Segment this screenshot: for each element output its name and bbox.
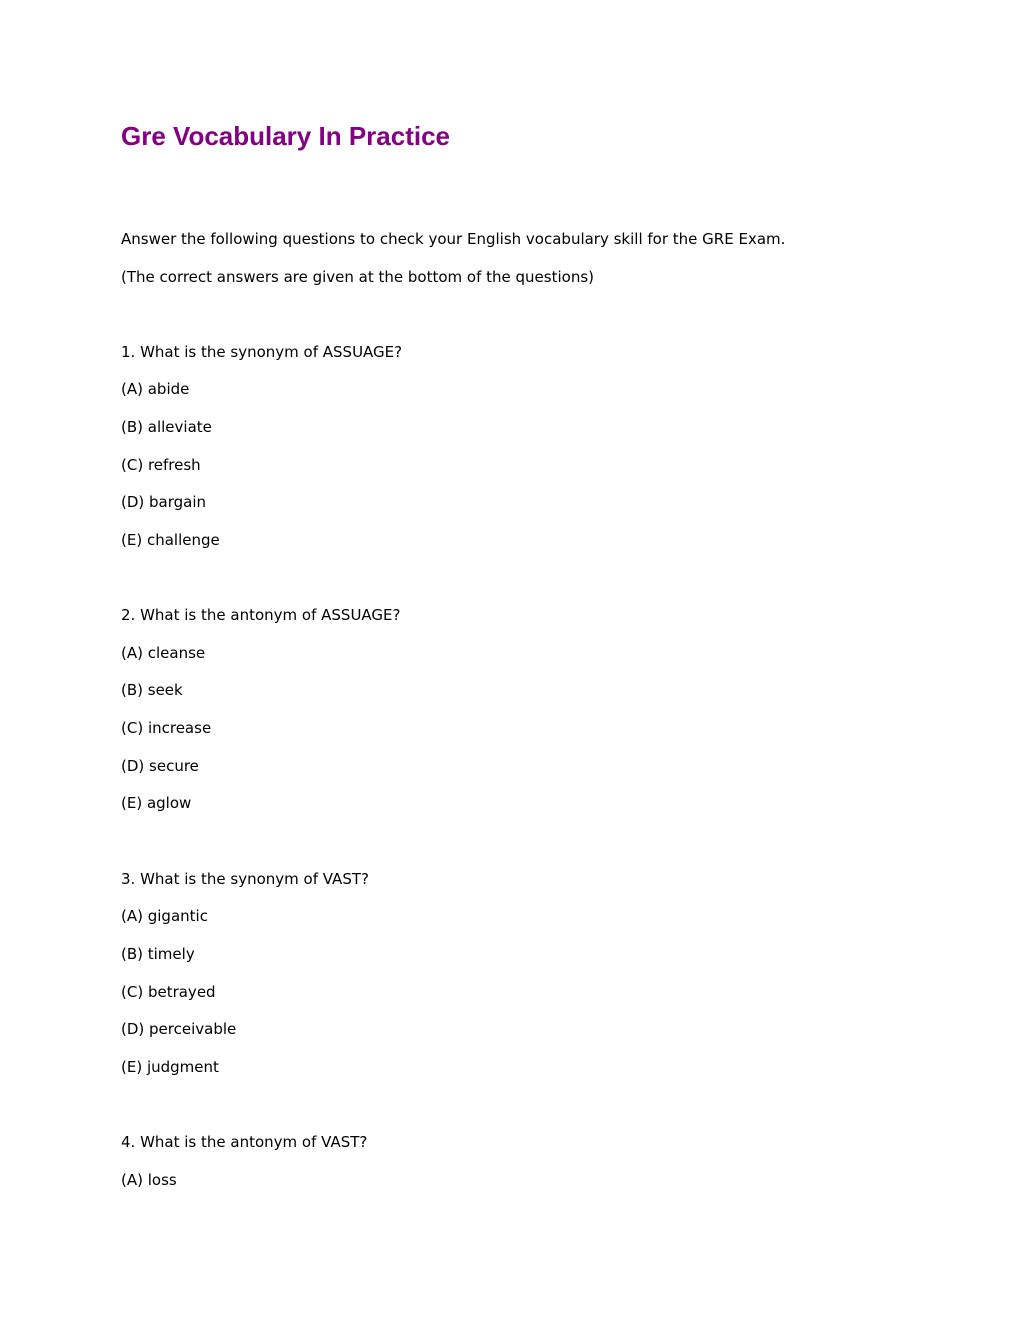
intro-line: (The correct answers are given at the bottom of the questions) [121, 268, 594, 286]
answer-option: (C) increase [121, 719, 212, 737]
answer-option: (E) challenge [121, 531, 220, 549]
answer-option: (E) judgment [121, 1058, 219, 1076]
question-prompt: 2. What is the antonym of ASSUAGE? [121, 606, 401, 624]
document-title: Gre Vocabulary In Practice [121, 121, 450, 151]
question-prompt: 1. What is the synonym of ASSUAGE? [121, 343, 403, 361]
answer-option: (B) timely [121, 945, 195, 963]
answer-option: (D) secure [121, 757, 199, 775]
answer-option: (C) betrayed [121, 983, 216, 1001]
question-prompt: 4. What is the antonym of VAST? [121, 1133, 368, 1151]
answer-option: (B) seek [121, 681, 183, 699]
intro-line: Answer the following questions to check your English vocabulary skill for the GRE Exam. [121, 230, 786, 248]
answer-option: (A) cleanse [121, 644, 206, 662]
question-prompt: 3. What is the synonym of VAST? [121, 870, 369, 888]
answer-option: (A) loss [121, 1171, 177, 1189]
answer-option: (D) bargain [121, 493, 207, 511]
answer-option: (A) abide [121, 380, 190, 398]
answer-option: (D) perceivable [121, 1020, 237, 1038]
answer-option: (B) alleviate [121, 418, 212, 436]
answer-option: (C) refresh [121, 456, 201, 474]
answer-option: (E) aglow [121, 794, 192, 812]
answer-option: (A) gigantic [121, 907, 208, 925]
